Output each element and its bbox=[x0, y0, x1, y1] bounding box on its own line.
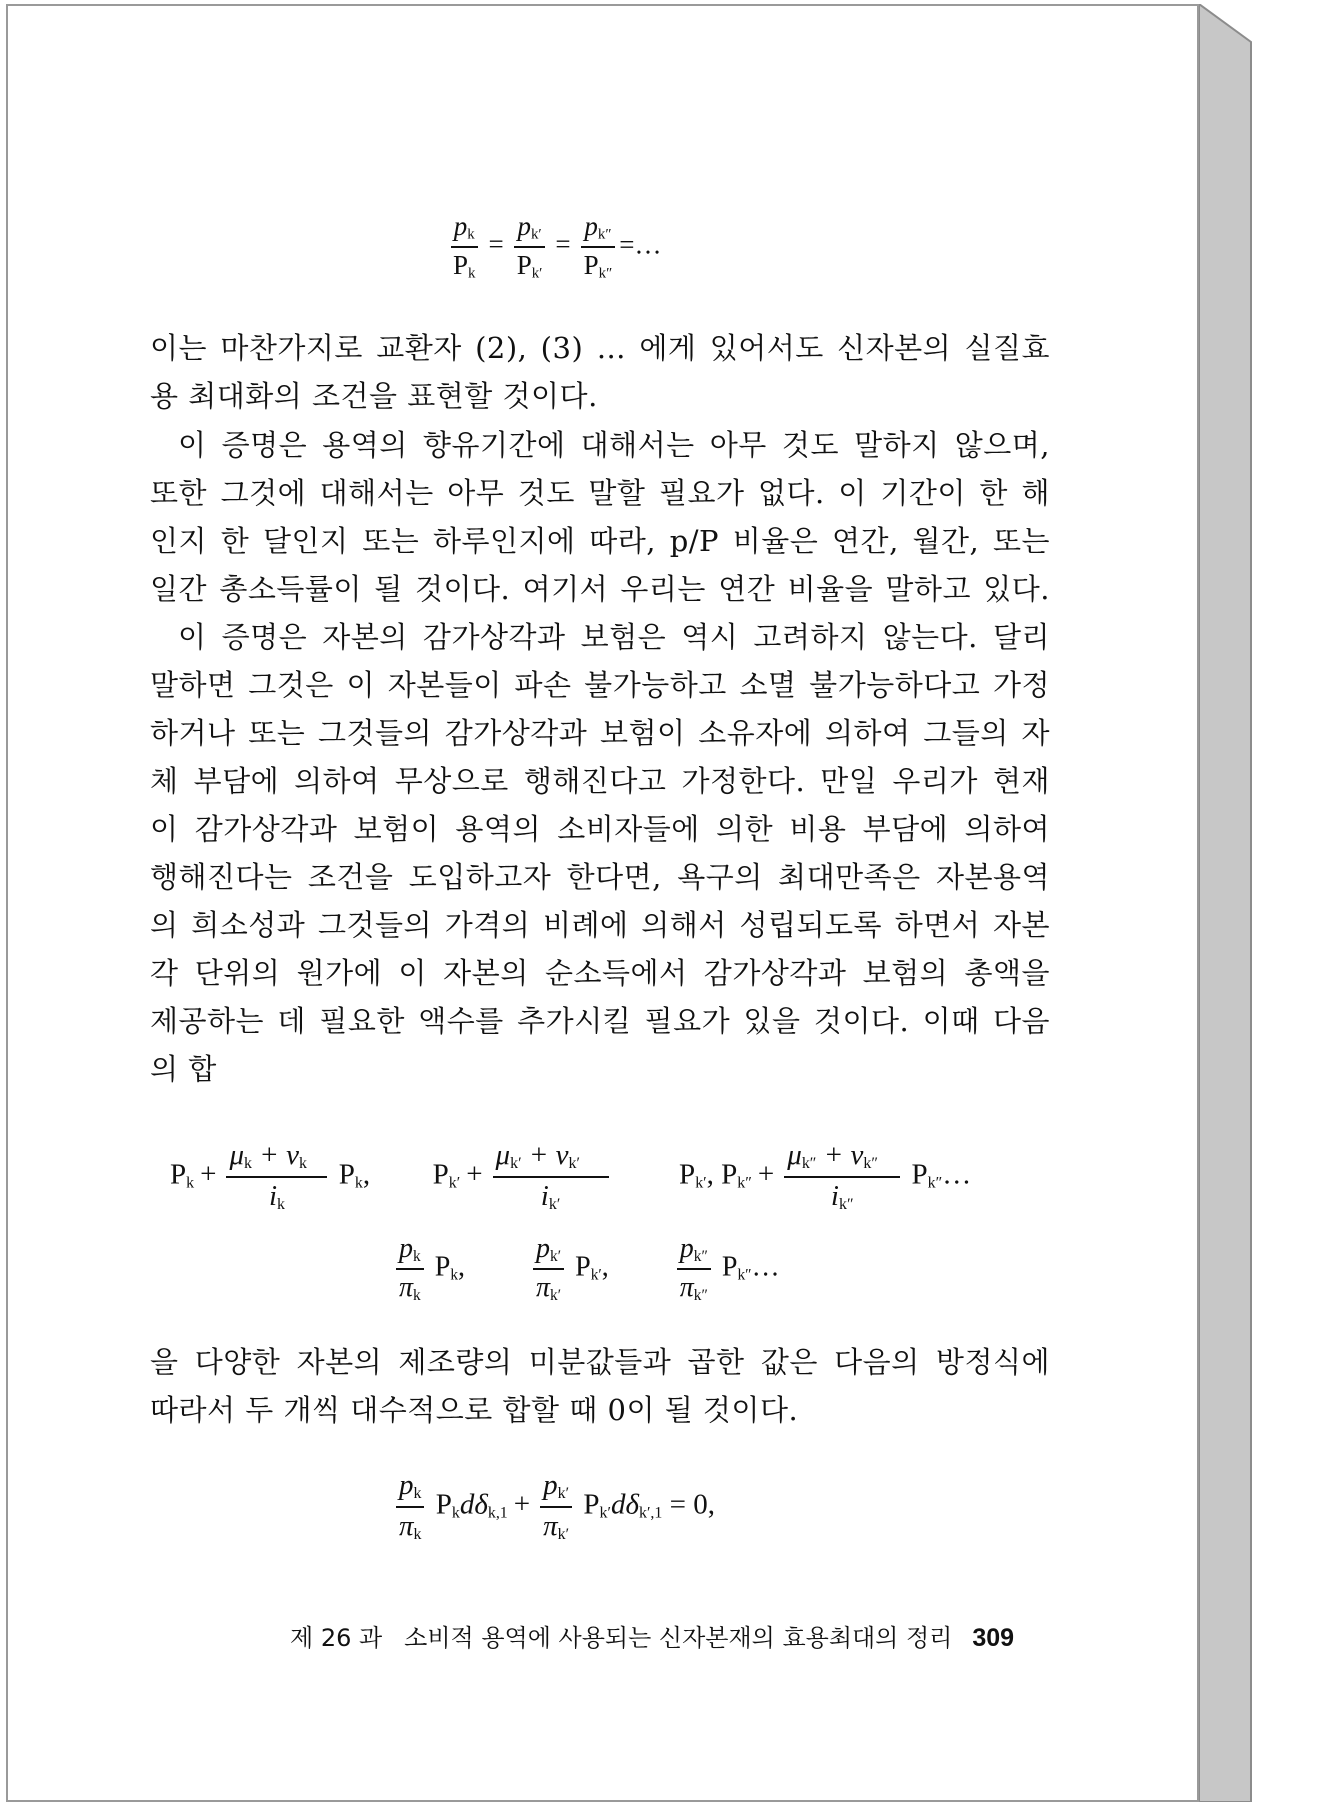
text-line: 제공하는 데 필요한 액수를 추가시킬 필요가 있을 것이다. 이때 다음 bbox=[150, 1004, 1050, 1038]
text-line: 이는 마찬가지로 교환자 (2), (3) … 에게 있어서도 신자본의 실질효 bbox=[150, 331, 1050, 365]
paragraph-1 bbox=[150, 324, 1050, 420]
paragraph-3 bbox=[150, 613, 1050, 1093]
fraction: $\frac{p_k}{\pi_k}$ bbox=[396, 1470, 425, 1543]
text-line: 인지 한 달인지 또는 하루인지에 따라, p/P 비율은 연간, 월간, 또는 bbox=[150, 524, 1050, 558]
equation-sum-row-2: $\frac{p_k}{\pi_k}$ $P_k$, $\frac{p_{k'}}{\pi_{k'}}$ $P_{k'}$, $\frac{p_{k''}}{\pi_{k''}}$ $P_{k''}\dots$ bbox=[392, 1234, 780, 1304]
text-line: 일간 총소득률이 될 것이다. 여기서 우리는 연간 비율을 말하고 있다. bbox=[150, 572, 1050, 606]
text-line: 이 감가상각과 보험이 용역의 소비자들에 의한 비용 부담에 의하여 bbox=[150, 812, 1050, 846]
text-line: 하거나 또는 그것들의 감가상각과 보험이 소유자에 의하여 그들의 자 bbox=[150, 716, 1050, 750]
fraction: $\frac{p_{k'}}{\pi_{k'}}$ bbox=[533, 1234, 564, 1304]
fraction: $\frac{\mu_{k''} + \nu_{k''}}{i_{k''}}$ bbox=[784, 1140, 900, 1213]
text-line: 용 최대화의 조건을 표현할 것이다. bbox=[150, 379, 598, 413]
text-line: 체 부담에 의하여 무상으로 행해진다고 가정한다. 만일 우리가 현재 bbox=[150, 764, 1050, 798]
fraction: $\frac{\mu_{k'} + \nu_{k'}}{i_{k'}}$ bbox=[493, 1140, 609, 1213]
equation-ratio-chain: $\frac{p_k}{P_k}$ = $\frac{p_{k'}}{P_{k'}}$ = $\frac{p_{k''}}{P_{k''}}$ =… bbox=[446, 212, 662, 283]
fraction: $\frac{p_{k''}}{\pi_{k''}}$ bbox=[677, 1234, 711, 1304]
fraction: $\frac{p_{k'}}{P_{k'}}$ bbox=[514, 212, 546, 283]
text-line: 의 희소성과 그것들의 가격의 비례에 의해서 성립되도록 하면서 자본 bbox=[150, 908, 1050, 942]
footer-chapter: 제 26 과 bbox=[290, 1624, 383, 1652]
page-number: 309 bbox=[972, 1624, 1015, 1652]
text-line: 따라서 두 개씩 대수적으로 합할 때 0이 될 것이다. bbox=[150, 1393, 799, 1427]
footer-title: 소비적 용역에 사용되는 신자본재의 효용최대의 정리 bbox=[404, 1624, 953, 1652]
text-line: 의 합 bbox=[150, 1052, 217, 1086]
equation-differential: $\frac{p_k}{\pi_k}$ $P_kd\delta_{k,1}$ + $\frac{p_{k'}}{\pi_{k'}}$ $P_{k'}d\delta_{k',1} = 0$, bbox=[392, 1470, 715, 1543]
fraction: $\frac{p_k}{\pi_k}$ bbox=[396, 1234, 424, 1304]
text-line: 말하면 그것은 이 자본들이 파손 불가능하고 소멸 불가능하다고 가정 bbox=[150, 668, 1050, 702]
fraction: $\frac{\mu_k + \nu_k}{i_k}$ bbox=[226, 1140, 327, 1213]
text-line: 이 증명은 자본의 감가상각과 보험은 역시 고려하지 않는다. 달리 bbox=[178, 620, 1050, 654]
paragraph-4 bbox=[150, 1338, 1050, 1434]
page-edge bbox=[1199, 4, 1261, 1802]
text-line: 을 다양한 자본의 제조량의 미분값들과 곱한 값은 다음의 방정식에 bbox=[150, 1345, 1050, 1379]
text-line: 행해진다는 조건을 도입하고자 한다면, 욕구의 최대만족은 자본용역 bbox=[150, 860, 1050, 894]
paragraph-2 bbox=[150, 421, 1050, 613]
text-line: 이 증명은 용역의 향유기간에 대해서는 아무 것도 말하지 않으며, bbox=[178, 428, 1050, 462]
fraction: $\frac{p_{k'}}{\pi_{k'}}$ bbox=[540, 1470, 572, 1543]
text-line: 또한 그것에 대해서는 아무 것도 말할 필요가 없다. 이 기간이 한 해 bbox=[150, 476, 1050, 510]
equation-sum-row-1: $P_k$ + $\frac{\mu_k + \nu_k}{i_k}$ $P_k$, $P_{k'}$ + $\frac{\mu_{k'} + \nu_{k'}}{i_{k'}}$ $P_{k'}$, $P_{k''}$ + $\frac{\mu_{k''} + \nu_{k''}}{i_{k''}}$ $P_{k''}\dots$ bbox=[170, 1139, 972, 1213]
page-footer bbox=[290, 1618, 1014, 1653]
fraction: $\frac{p_{k''}}{P_{k''}}$ bbox=[581, 212, 616, 283]
fraction: $\frac{p_k}{P_k}$ bbox=[450, 212, 478, 283]
text-line: 각 단위의 원가에 이 자본의 순소득에서 감가상각과 보험의 총액을 bbox=[150, 956, 1050, 990]
